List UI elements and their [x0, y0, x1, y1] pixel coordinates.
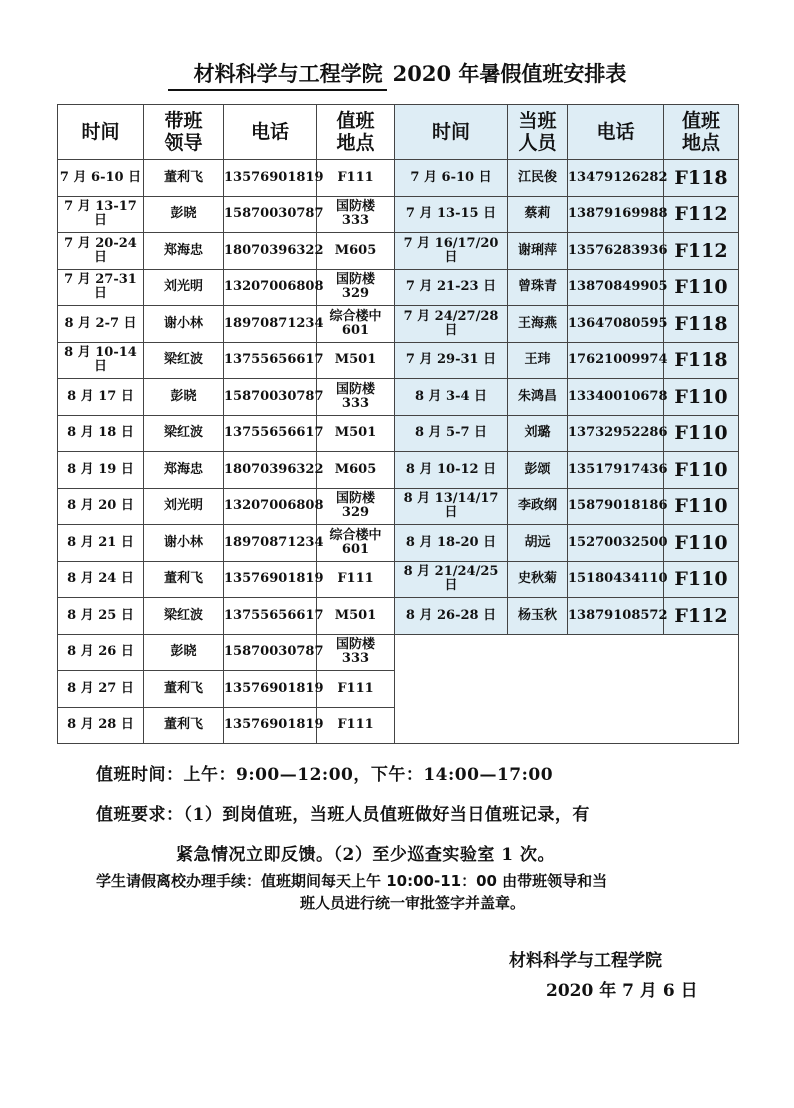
left-leader-cell	[144, 488, 224, 525]
left-leader-cell	[144, 525, 224, 562]
right-date-cell-text: 8 月 10-12 日	[405, 461, 497, 477]
left-leader-cell	[144, 634, 224, 671]
schedule-table	[57, 104, 739, 744]
left-place-cell	[317, 196, 395, 233]
table-row	[58, 488, 739, 525]
right-person-cell-text: 曾珠青	[517, 279, 557, 295]
left-leader-cell	[144, 671, 224, 708]
left-date-cell-text: 8 月 26 日	[67, 644, 134, 660]
left-phone-cell	[224, 160, 324, 197]
left-date-cell	[58, 671, 144, 708]
right-person-cell-text: 王玮	[524, 352, 551, 368]
left-phone-cell-text: 13576901819	[224, 680, 324, 696]
right-phone-cell	[568, 269, 668, 306]
left-leader-cell	[144, 707, 224, 744]
left-place-cell-text: 国防楼 329	[335, 491, 375, 521]
left-place-cell	[317, 415, 395, 452]
left-date-cell	[58, 196, 144, 233]
right-date-cell-text: 7 月 13-15 日	[405, 206, 497, 222]
right-date-cell-text: 7 月 24/27/28 日	[403, 308, 499, 338]
left-place-cell	[317, 488, 395, 525]
left-leader-cell-text: 彭晓	[170, 206, 197, 222]
right-date-cell-text: 8 月 3-4 日	[414, 388, 488, 404]
table-row	[58, 561, 739, 598]
right-phone-cell-text: 13479126282	[568, 169, 668, 185]
left-place-cell	[317, 342, 395, 379]
right-place-cell	[664, 598, 739, 635]
right-phone-cell-text: 13732952286	[568, 425, 668, 441]
left-place-cell-text: M605	[334, 461, 377, 477]
left-leader-cell	[144, 342, 224, 379]
right-phone-cell-text: 13576283936	[568, 242, 668, 258]
left-place-cell-text: 国防楼 333	[335, 381, 375, 411]
left-header-time-text: 时间	[81, 121, 120, 143]
right-place-cell	[664, 488, 739, 525]
left-date-cell	[58, 415, 144, 452]
right-place-cell-text: F110	[674, 568, 728, 591]
left-leader-cell-text: 董利飞	[163, 680, 203, 696]
left-place-cell-text: 综合楼中 601	[329, 308, 382, 338]
left-leader-cell-text: 郑海忠	[163, 461, 203, 477]
signature-org: 材料科学与工程学院	[509, 951, 662, 971]
left-date-cell	[58, 452, 144, 489]
left-place-cell	[317, 707, 395, 744]
right-date-cell	[395, 452, 508, 489]
right-phone-cell-text: 13340010678	[568, 388, 668, 404]
left-phone-cell	[224, 306, 324, 343]
title-text: 2020 年暑假值班安排表	[392, 61, 627, 86]
left-date-cell-text: 8 月 17 日	[67, 388, 134, 404]
right-place-cell	[664, 452, 739, 489]
right-place-cell-text: F112	[674, 203, 728, 226]
right-place-cell-text: F112	[674, 239, 728, 262]
right-place-cell-text: F110	[674, 422, 728, 445]
right-date-cell	[395, 379, 508, 416]
left-leader-cell-text: 谢小林	[163, 534, 203, 550]
left-leader-cell-text: 郑海忠	[163, 242, 203, 258]
right-date-cell	[395, 342, 508, 379]
left-date-cell-text: 8 月 18 日	[67, 425, 134, 441]
right-date-cell-text: 8 月 13/14/17 日	[403, 491, 499, 521]
left-place-cell	[317, 634, 395, 671]
left-place-cell-text: M501	[334, 607, 377, 623]
left-place-cell	[317, 379, 395, 416]
left-date-cell-text: 7 月 27-31 日	[64, 272, 137, 302]
table-row	[58, 525, 739, 562]
left-date-cell-text: 7 月 6-10 日	[59, 169, 142, 185]
table-row	[58, 233, 739, 270]
left-date-cell	[58, 488, 144, 525]
left-date-cell-text: 8 月 28 日	[67, 717, 134, 733]
signature-date: 2020 年 7 月 6 日	[546, 981, 698, 1001]
right-phone-cell	[568, 598, 668, 635]
table-row	[58, 342, 739, 379]
right-person-cell	[508, 160, 568, 197]
left-phone-cell	[224, 671, 324, 708]
right-date-cell-text: 8 月 5-7 日	[414, 425, 488, 441]
right-person-cell-text: 谢琍萍	[517, 242, 557, 258]
left-phone-cell-text: 13576901819	[224, 717, 324, 733]
right-place-cell-text: F110	[674, 458, 728, 481]
left-date-cell-text: 7 月 20-24 日	[64, 235, 137, 265]
left-leader-cell	[144, 598, 224, 635]
left-date-cell-text: 8 月 21 日	[67, 534, 134, 550]
left-phone-cell	[224, 342, 324, 379]
left-header-phone	[224, 105, 317, 160]
right-person-cell	[508, 342, 568, 379]
left-phone-cell	[224, 379, 324, 416]
left-phone-cell-text: 13755656617	[224, 352, 324, 368]
right-phone-cell-text: 17621009974	[568, 352, 668, 368]
left-phone-cell-text: 18070396322	[224, 242, 324, 258]
right-date-cell	[395, 525, 508, 562]
left-place-cell-text: F111	[337, 717, 374, 733]
right-phone-cell	[568, 452, 668, 489]
right-person-cell	[508, 452, 568, 489]
right-phone-cell	[568, 415, 668, 452]
left-phone-cell-text: 13755656617	[224, 607, 324, 623]
left-phone-cell	[224, 415, 324, 452]
left-place-cell	[317, 452, 395, 489]
left-date-cell	[58, 342, 144, 379]
right-header-place-text: 值班 地点	[681, 110, 720, 154]
left-leader-cell	[144, 306, 224, 343]
left-place-cell-text: 国防楼 329	[335, 272, 375, 302]
right-phone-cell	[568, 379, 668, 416]
right-phone-cell-text: 13517917436	[568, 461, 668, 477]
left-date-cell	[58, 306, 144, 343]
left-leader-cell	[144, 452, 224, 489]
left-leader-cell-text: 梁红波	[163, 352, 203, 368]
header-row	[58, 105, 739, 160]
left-leader-cell-text: 谢小林	[163, 315, 203, 331]
left-place-cell	[317, 671, 395, 708]
right-place-cell	[664, 415, 739, 452]
right-person-cell	[508, 306, 568, 343]
left-header-place-text: 值班 地点	[336, 110, 375, 154]
left-phone-cell	[224, 488, 324, 525]
left-leader-cell-text: 彭晓	[170, 644, 197, 660]
duty-requirement-line2: 紧急情况立即反馈。（2）至少巡查实验室 1 次。	[176, 845, 555, 865]
right-place-cell-text: F110	[674, 276, 728, 299]
table-row	[58, 160, 739, 197]
table-row	[58, 634, 739, 671]
right-date-cell	[395, 233, 508, 270]
left-leader-cell	[144, 233, 224, 270]
left-place-cell-text: M501	[334, 425, 377, 441]
right-person-cell-text: 刘璐	[524, 425, 551, 441]
left-phone-cell-text: 13207006808	[224, 498, 324, 514]
left-date-cell	[58, 561, 144, 598]
left-phone-cell	[224, 707, 324, 744]
right-header-time-text: 时间	[431, 121, 470, 143]
right-header-person-text: 当班 人员	[518, 110, 557, 154]
right-phone-cell-text: 15180434110	[568, 571, 668, 587]
left-place-cell	[317, 525, 395, 562]
left-leader-cell-text: 董利飞	[163, 717, 203, 733]
right-person-cell	[508, 561, 568, 598]
right-place-cell-text: F110	[674, 531, 728, 554]
left-phone-cell-text: 18970871234	[224, 315, 324, 331]
left-leader-cell-text: 梁红波	[163, 425, 203, 441]
right-header-person	[508, 105, 568, 160]
left-place-cell-text: F111	[337, 571, 374, 587]
right-phone-cell-text: 13647080595	[568, 315, 668, 331]
right-header-time	[395, 105, 508, 160]
left-date-cell-text: 8 月 2-7 日	[64, 315, 137, 331]
left-phone-cell	[224, 634, 324, 671]
right-person-cell-text: 江民俊	[517, 169, 557, 185]
right-person-cell	[508, 525, 568, 562]
left-phone-cell-text: 15870030787	[224, 206, 324, 222]
right-place-cell-text: F118	[674, 166, 728, 189]
right-person-cell	[508, 488, 568, 525]
left-leader-cell-text: 董利飞	[163, 571, 203, 587]
left-date-cell-text: 8 月 24 日	[67, 571, 134, 587]
left-phone-cell-text: 15870030787	[224, 388, 324, 404]
right-person-cell-text: 朱鸿昌	[517, 388, 557, 404]
left-place-cell-text: 综合楼中 601	[329, 527, 382, 557]
right-person-cell-text: 李政纲	[517, 498, 557, 514]
left-date-cell-text: 8 月 19 日	[67, 461, 134, 477]
left-leader-cell-text: 彭晓	[170, 388, 197, 404]
right-person-cell-text: 史秋菊	[517, 571, 557, 587]
left-phone-cell	[224, 269, 324, 306]
right-phone-cell	[568, 306, 668, 343]
left-place-cell-text: M501	[334, 352, 377, 368]
right-place-cell-text: F112	[674, 604, 728, 627]
right-person-cell-text: 杨玉秋	[517, 607, 557, 623]
left-place-cell	[317, 306, 395, 343]
right-phone-cell	[568, 233, 668, 270]
right-person-cell-text: 王海燕	[517, 315, 557, 331]
right-place-cell-text: F110	[674, 495, 728, 518]
left-date-cell	[58, 379, 144, 416]
right-phone-cell	[568, 196, 668, 233]
left-place-cell-text: 国防楼 333	[335, 199, 375, 229]
right-place-cell	[664, 379, 739, 416]
left-phone-cell-text: 13207006808	[224, 279, 324, 295]
left-phone-cell	[224, 233, 324, 270]
table-row	[58, 306, 739, 343]
empty-block	[395, 634, 739, 744]
left-phone-cell-text: 15870030787	[224, 644, 324, 660]
table-row	[58, 196, 739, 233]
right-date-cell-text: 8 月 26-28 日	[405, 607, 497, 623]
right-date-cell-text: 8 月 18-20 日	[405, 534, 497, 550]
left-date-cell	[58, 233, 144, 270]
table-row	[58, 269, 739, 306]
right-person-cell	[508, 233, 568, 270]
left-phone-cell-text: 18970871234	[224, 534, 324, 550]
right-date-cell	[395, 598, 508, 635]
left-header-leader-text: 带班 领导	[164, 110, 203, 154]
right-phone-cell-text: 15879018186	[568, 498, 668, 514]
right-date-cell	[395, 488, 508, 525]
right-place-cell	[664, 525, 739, 562]
right-date-cell	[395, 160, 508, 197]
right-place-cell	[664, 196, 739, 233]
table-row	[58, 598, 739, 635]
right-person-cell-text: 彭颂	[524, 461, 551, 477]
right-phone-cell-text: 13870849905	[568, 279, 668, 295]
left-phone-cell	[224, 525, 324, 562]
right-person-cell	[508, 379, 568, 416]
right-phone-cell	[568, 525, 668, 562]
left-header-phone-text: 电话	[250, 121, 289, 143]
duty-requirement-line1: 值班要求：（1）到岗值班，当班人员值班做好当日值班记录，有	[96, 805, 590, 825]
right-place-cell	[664, 233, 739, 270]
right-person-cell	[508, 415, 568, 452]
right-phone-cell-text: 13879108572	[568, 607, 668, 623]
left-phone-cell	[224, 598, 324, 635]
left-place-cell	[317, 561, 395, 598]
left-date-cell-text: 8 月 25 日	[67, 607, 134, 623]
right-person-cell	[508, 269, 568, 306]
left-place-cell-text: F111	[337, 680, 374, 696]
right-date-cell	[395, 196, 508, 233]
right-place-cell	[664, 342, 739, 379]
right-person-cell-text: 胡远	[524, 534, 551, 550]
right-header-phone-text: 电话	[596, 121, 635, 143]
left-date-cell-text: 8 月 10-14 日	[64, 345, 137, 375]
right-place-cell	[664, 269, 739, 306]
left-leader-cell-text: 董利飞	[163, 169, 203, 185]
left-date-cell	[58, 269, 144, 306]
left-place-cell	[317, 598, 395, 635]
left-place-cell-text: F111	[337, 169, 374, 185]
left-header-place	[317, 105, 395, 160]
left-leader-cell	[144, 269, 224, 306]
right-date-cell	[395, 306, 508, 343]
left-date-cell	[58, 598, 144, 635]
right-person-cell	[508, 196, 568, 233]
left-leader-cell-text: 梁红波	[163, 607, 203, 623]
right-date-cell-text: 7 月 21-23 日	[405, 279, 497, 295]
left-phone-cell-text: 13755656617	[224, 425, 324, 441]
left-place-cell-text: M605	[334, 242, 377, 258]
title-org: 材料科学与工程学院	[168, 60, 387, 91]
right-place-cell-text: F118	[674, 312, 728, 335]
right-date-cell	[395, 561, 508, 598]
left-phone-cell-text: 13576901819	[224, 571, 324, 587]
left-leader-cell	[144, 196, 224, 233]
right-header-phone	[568, 105, 664, 160]
left-leader-cell	[144, 160, 224, 197]
student-leave-line1: 学生请假离校办理手续：值班期间每天上午 10:00-11：00 由带班领导和当	[96, 872, 608, 890]
right-place-cell-text: F118	[674, 349, 728, 372]
left-leader-cell	[144, 379, 224, 416]
right-date-cell-text: 8 月 21/24/25 日	[403, 564, 499, 594]
left-phone-cell-text: 18070396322	[224, 461, 324, 477]
student-leave-line2: 班人员进行统一审批签字并盖章。	[300, 894, 526, 912]
left-phone-cell	[224, 561, 324, 598]
table-row	[58, 415, 739, 452]
right-phone-cell	[568, 160, 668, 197]
left-phone-cell	[224, 196, 324, 233]
right-date-cell	[395, 415, 508, 452]
right-place-cell	[664, 160, 739, 197]
right-phone-cell	[568, 561, 668, 598]
right-phone-cell-text: 15270032500	[568, 534, 668, 550]
left-date-cell-text: 7 月 13-17 日	[64, 199, 137, 229]
left-leader-cell	[144, 415, 224, 452]
right-phone-cell-text: 13879169988	[568, 206, 668, 222]
left-header-leader	[144, 105, 224, 160]
left-place-cell	[317, 233, 395, 270]
left-date-cell	[58, 525, 144, 562]
left-leader-cell-text: 刘光明	[163, 498, 203, 514]
left-date-cell	[58, 160, 144, 197]
right-date-cell	[395, 269, 508, 306]
duty-time: 值班时间：上午：9:00—12:00，下午：14:00—17:00	[96, 765, 554, 785]
table-row	[58, 452, 739, 489]
page-title	[0, 58, 794, 91]
table-row	[58, 379, 739, 416]
left-leader-cell-text: 刘光明	[163, 279, 203, 295]
left-date-cell	[58, 707, 144, 744]
right-person-cell	[508, 598, 568, 635]
left-phone-cell-text: 13576901819	[224, 169, 324, 185]
right-phone-cell	[568, 342, 668, 379]
right-date-cell-text: 7 月 16/17/20 日	[403, 235, 499, 265]
left-date-cell-text: 8 月 27 日	[67, 680, 134, 696]
right-date-cell-text: 7 月 29-31 日	[405, 352, 497, 368]
left-date-cell	[58, 634, 144, 671]
left-date-cell-text: 8 月 20 日	[67, 498, 134, 514]
left-place-cell-text: 国防楼 333	[335, 637, 375, 667]
right-header-place	[664, 105, 739, 160]
right-place-cell	[664, 306, 739, 343]
left-header-time	[58, 105, 144, 160]
left-place-cell	[317, 269, 395, 306]
right-place-cell	[664, 561, 739, 598]
left-phone-cell	[224, 452, 324, 489]
right-date-cell-text: 7 月 6-10 日	[410, 169, 492, 185]
right-phone-cell	[568, 488, 668, 525]
right-place-cell-text: F110	[674, 385, 728, 408]
left-leader-cell	[144, 561, 224, 598]
left-place-cell	[317, 160, 395, 197]
right-person-cell-text: 蔡莉	[524, 206, 551, 222]
schedule-body	[58, 105, 739, 744]
